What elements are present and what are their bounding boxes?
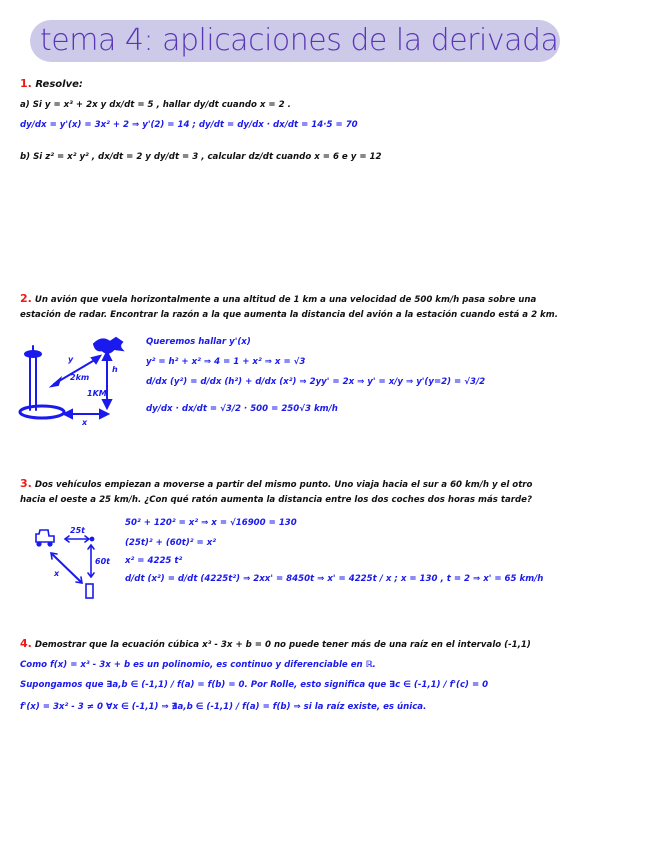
problem-2-statement-line-2: estación de radar. Encontrar la razón a la que aumenta la distancia del avión a la estación cuando está a 2 km. (20, 310, 558, 320)
statement-text: Demostrar que la ecuación cúbica x³ - 3x + b = 0 no puede tener más de una raíz en el intervalo (-1,1) (34, 640, 531, 650)
problem-3-solution-line-2: (25t)² + (60t)² = x² (125, 538, 217, 548)
two-vehicles-diagram (30, 518, 120, 603)
problem-2-solution-line-1: Queremos hallar y'(x) (146, 337, 251, 347)
problem-3-statement-line-2: hacia el oeste a 25 km/h. ¿Con qué ratón aumenta la distancia entre los dos coches dos horas más tarde? (20, 495, 532, 505)
page-title: tema 4: aplicaciones de la derivada (40, 23, 559, 58)
label-x: x (82, 418, 88, 427)
label-x: x (54, 569, 60, 578)
problem-4-solution-line-1: Como f(x) = x³ - 3x + b es un polinomio, es continuo y diferenciable en ℝ. (20, 660, 376, 670)
problem-1b-statement: b) Si z² = x² y² , dx/dt = 2 y dy/dt = 3 , calcular dz/dt cuando x = 6 e y = 12 (20, 152, 382, 162)
problem-1a-solution: dy/dx = y'(x) = 3x² + 2 ⇒ y'(2) = 14 ; dy/dt = dy/dx · dx/dt = 14·5 = 70 (20, 120, 358, 130)
radar-airplane-diagram (12, 332, 152, 427)
label-25t: 25t (70, 526, 85, 535)
problem-number: 2. (20, 292, 32, 305)
problem-3-solution-line-4: d/dt (x²) = d/dt (4225t²) ⇒ 2xx' = 8450t ⇒ x' = 4225t / x ; x = 130 , t = 2 ⇒ x' = 65 km/h (125, 574, 544, 584)
label-2km: 2km (70, 373, 90, 382)
problem-4-solution-line-3: f'(x) = 3x² - 3 ≠ 0 ∀x ∈ (-1,1) ⇒ ∄a,b ∈ (-1,1) / f(a) = f(b) ⇒ si la raíz existe, es única. (20, 702, 427, 712)
problem-number: 3. (20, 477, 32, 490)
problem-heading: Resolve: (35, 79, 83, 90)
problem-number: 4. (20, 637, 32, 650)
label-1km: 1KM (87, 389, 107, 398)
problem-2-statement-line-1 (20, 292, 536, 305)
problem-1a-statement: a) Si y = x³ + 2x y dx/dt = 5 , hallar dy/dt cuando x = 2 . (20, 100, 291, 110)
problem-4-solution-line-2: Supongamos que ∃a,b ∈ (-1,1) / f(a) = f(b) = 0. Por Rolle, esto significa que ∃c ∈ (-1,1) / f'(c) = 0 (20, 680, 489, 690)
problem-number: 1. (20, 77, 32, 90)
problem-2-solution-line-3: d/dx (y²) = d/dx (h²) + d/dx (x²) ⇒ 2yy' = 2x ⇒ y' = x/y ⇒ y'(y=2) = √3/2 (146, 377, 486, 387)
statement-text: Un avión que vuela horizontalmente a una altitud de 1 km a una velocidad de 500 km/h pasa sobre una (34, 295, 537, 305)
problem-2-solution-line-2: y² = h² + x² ⇒ 4 = 1 + x² ⇒ x = √3 (146, 357, 306, 367)
label-60t: 60t (95, 557, 110, 566)
problem-3-statement-line-1 (20, 477, 532, 490)
problem-1-header (20, 77, 83, 90)
label-y: y (68, 355, 74, 364)
problem-4-statement (20, 637, 531, 650)
problem-3-solution-line-1: 50² + 120² = x² ⇒ x = √16900 = 130 (125, 518, 297, 528)
statement-text: Dos vehículos empiezan a moverse a partir del mismo punto. Uno viaja hacia el sur a 60 km/h y el otro (34, 480, 533, 490)
label-h: h (112, 365, 118, 374)
problem-2-solution-line-4: dy/dx · dx/dt = √3/2 · 500 = 250√3 km/h (146, 404, 338, 414)
problem-3-solution-line-3: x² = 4225 t² (125, 556, 183, 566)
